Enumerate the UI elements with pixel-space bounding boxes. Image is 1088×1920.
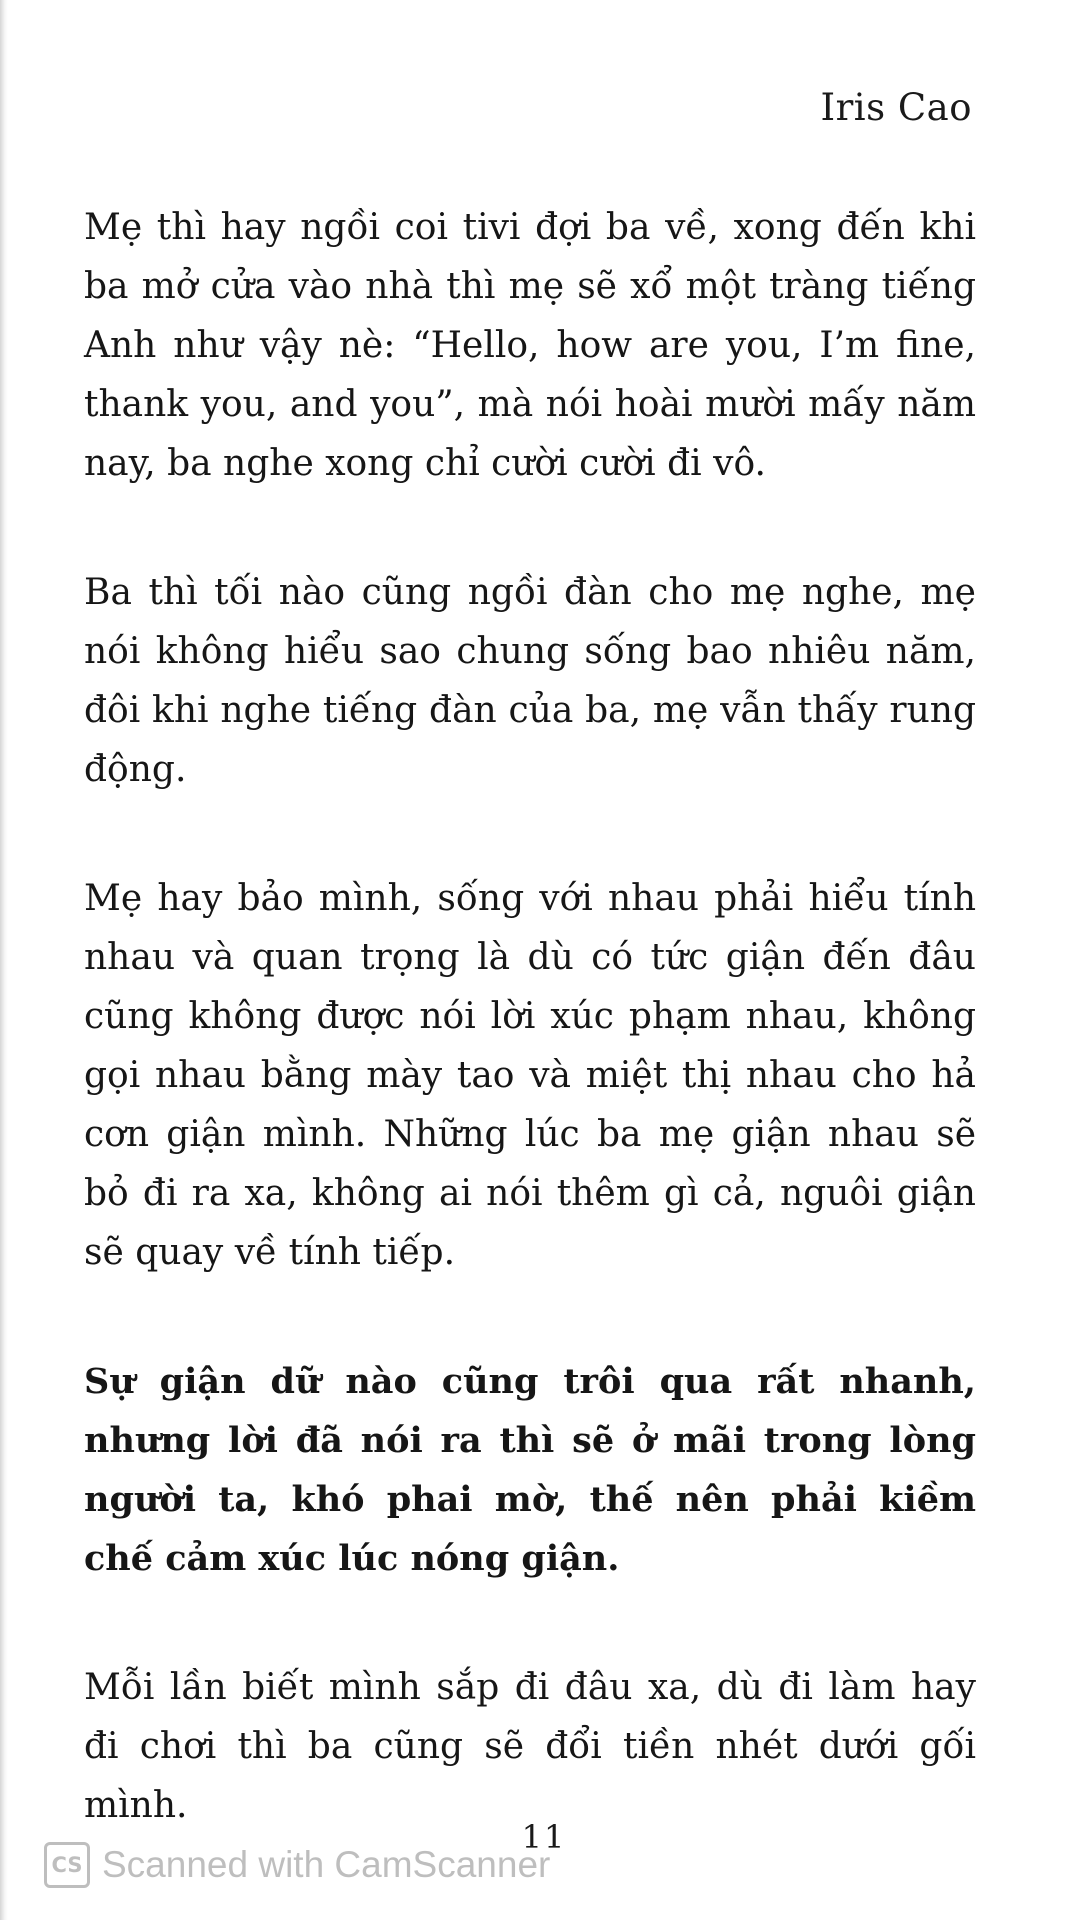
bold-quote-paragraph: Sự giận dữ nào cũng trôi qua rất nhanh, nhưng lời đã nói ra thì sẽ ở mãi trong lòng người ta, khó phai mờ, thế nên phải kiềm chế cảm xúc lúc nóng giận. (84, 1361, 976, 1579)
page-number: 11 (521, 1818, 567, 1856)
camscanner-watermark (44, 1842, 550, 1888)
paragraph: Ba thì tối nào cũng ngồi đàn cho mẹ nghe, mẹ nói không hiểu sao chung sống bao nhiêu năm, đôi khi nghe tiếng đàn của ba, mẹ vẫn thấy rung động. (84, 572, 976, 790)
camscanner-logo-icon: CS (44, 1842, 90, 1888)
watermark-text: Scanned with CamScanner (102, 1844, 551, 1885)
paragraph: Mẹ thì hay ngồi coi tivi đợi ba về, xong đến khi ba mở cửa vào nhà thì mẹ sẽ xổ một tràng tiếng Anh như vậy nè: “Hello, how are you, I’m fine, thank you, and you”, mà nói hoài mười mấy năm nay, ba nghe xong chỉ cười cười đi vô. (84, 207, 976, 484)
page-edge-shadow (0, 0, 8, 1920)
body-text (84, 198, 976, 1835)
paragraph: Mỗi lần biết mình sắp đi đâu xa, dù đi làm hay đi chơi thì ba cũng sẽ đổi tiền nhét dưới gối mình. (84, 1667, 976, 1826)
paragraph: Mẹ hay bảo mình, sống với nhau phải hiểu tính nhau và quan trọng là dù có tức giận đến đâu cũng không được nói lời xúc phạm nhau, không gọi nhau bằng mày tao và miệt thị nhau cho hả cơn giận mình. Những lúc ba mẹ giận nhau sẽ bỏ đi ra xa, không ai nói thêm gì cả, nguôi giận sẽ quay về tính tiếp. (84, 878, 976, 1273)
running-header-author: Iris Cao (820, 86, 972, 129)
